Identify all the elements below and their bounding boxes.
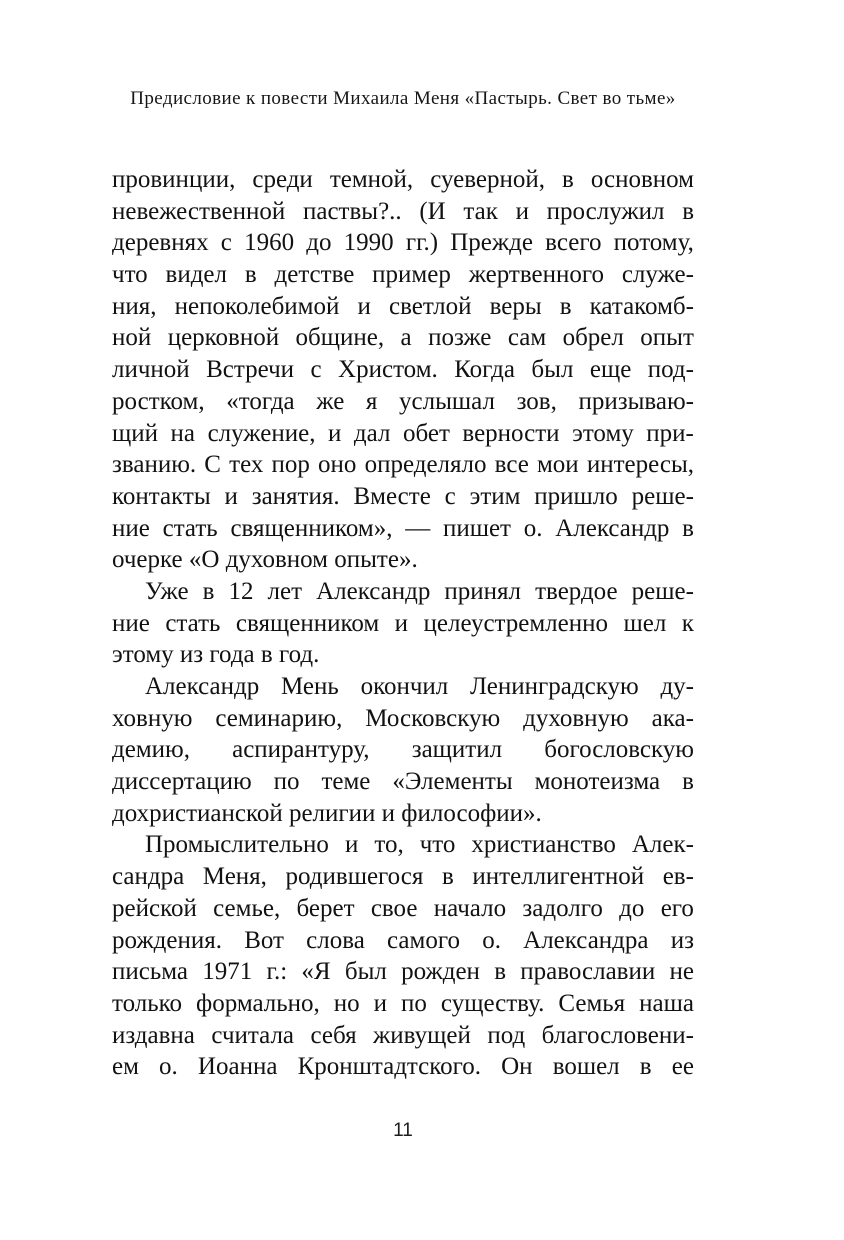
text-line: ной церковной общине, а позже сам обрел опыт [112,324,694,352]
text-line: ние стать священником», — пишет о. Александр в [112,514,694,542]
text-line: очерке «О духовном опыте». [112,546,418,574]
text-line: рождения. Вот слова самого о. Александра из [112,926,694,954]
text-line: этому из года в год. [112,641,320,669]
text-line: только формально, но и по существу. Семья наша [112,989,694,1017]
text-line: ховную семинарию, Московскую духовную ака- [112,704,694,732]
paragraph [112,164,694,576]
text-line: письма 1971 г.: «Я был рожден в православии не [112,958,694,986]
text-line: званию. С тех пор оно определяло все мои интересы, [112,451,694,479]
page-body-text [112,164,694,1083]
text-line: ростком, «тогда же я услышал зов, призываю- [112,387,694,415]
text-line: диссертацию по теме «Элементы монотеизма в [112,768,694,796]
text-line: деревнях с 1960 до 1990 гг.) Прежде всего потому, [112,229,694,257]
text-line: дохристианской религии и философии». [112,799,542,827]
text-line: щий на служение, и дал обет верности этому при- [112,419,694,447]
text-line: контакты и занятия. Вместе с этим пришло реше- [112,482,694,510]
paragraph [112,576,694,671]
text-line: что видел в детстве пример жертвенного служе- [112,261,694,289]
text-line: Промыслительно и то, что христианство Алек- [145,831,694,859]
paragraph [112,829,694,1083]
paragraph [112,671,694,829]
text-line: Александр Мень окончил Ленинградскую ду- [145,673,694,700]
text-line: издавна считала себя живущей под благословени- [112,1021,694,1049]
text-line: демию, аспирантуру, защитил богословскую [112,736,694,764]
text-line: ние стать священником и целеустремленно шел к [112,609,694,637]
text-line: личной Встречи с Христом. Когда был еще под- [112,356,694,384]
text-line: сандра Меня, родившегося в интеллигентной ев- [112,863,694,891]
text-line: Уже в 12 лет Александр принял твердое реше- [145,577,694,605]
text-line: провинции, среди темной, суеверной, в основном [112,166,694,193]
text-line: ем о. Иоанна Кронштадтского. Он вошел в ее [112,1053,694,1081]
text-line: ния, непоколебимой и светлой веры в катакомб- [112,292,694,320]
text-line: невежественной паствы?.. (И так и прослужил в [112,197,694,225]
text-line: рейской семье, берет свое начало задолго до его [112,894,694,922]
running-head: Предисловие к повести Михаила Меня «Пастырь. Свет во тьме» [130,88,676,109]
page-number: 11 [393,1120,413,1141]
